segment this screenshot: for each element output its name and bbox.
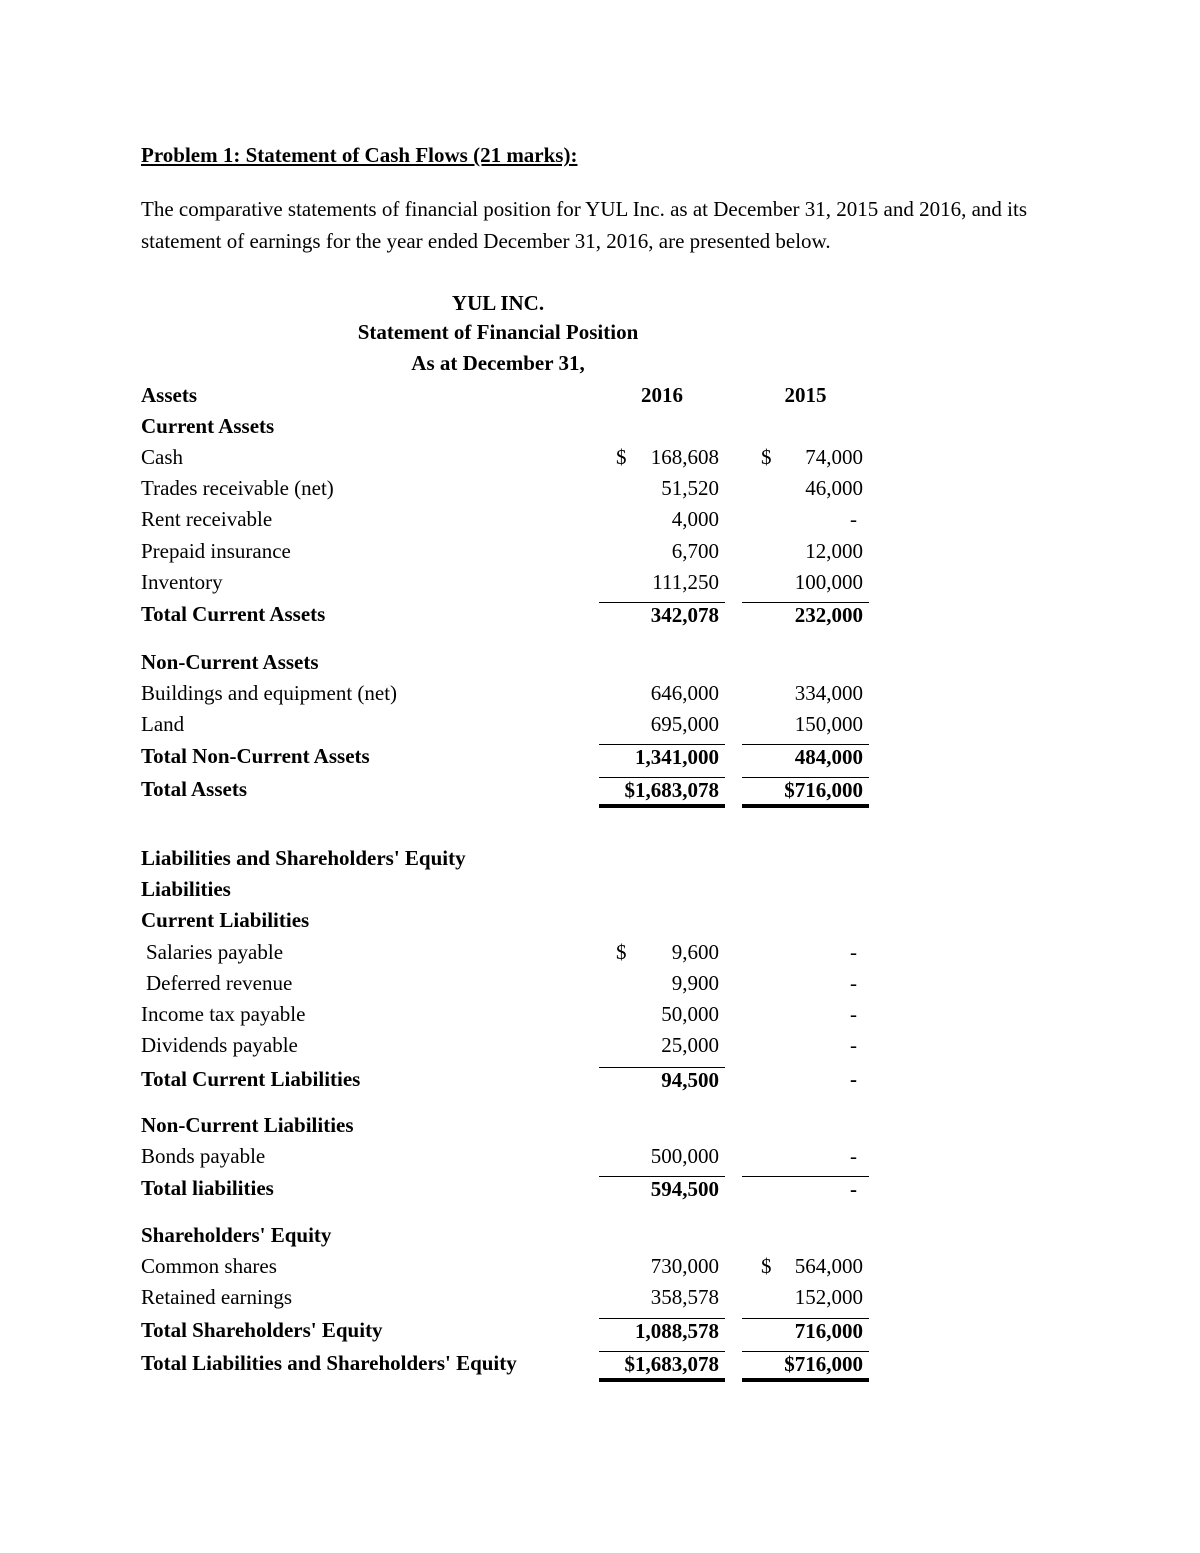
value-2016 [599,971,725,1002]
company-name: YUL INC. [451,291,545,315]
table-row [141,1067,871,1098]
row-label: Bonds payable [141,1144,266,1168]
row-label: Liabilities and Shareholders' Equity [141,846,466,870]
cell-value: 9,600 [671,940,719,964]
table-row [141,383,871,414]
value-2015 [742,1285,869,1316]
value-2016 [599,1176,725,1207]
value-2015 [742,1254,869,1285]
cell-value: 484,000 [794,745,863,769]
value-2015 [742,1002,869,1033]
cell-value: - [850,971,857,995]
row-label: Total liabilities [141,1176,274,1200]
table-row [141,908,871,939]
table-row [141,712,871,743]
row-label: Non-Current Liabilities [141,1113,354,1137]
table-row [141,1033,871,1064]
row-label: Salaries payable [146,940,284,964]
value-2015 [742,1067,869,1098]
cell-value: 6,700 [671,539,719,563]
cell-value: 168,608 [650,445,719,469]
cell-value: 1,088,578 [635,1319,719,1343]
cell-value: $1,683,078 [624,1352,719,1376]
cell-value: 358,578 [650,1285,719,1309]
cell-value: 100,000 [794,570,863,594]
cell-value: 94,500 [661,1068,719,1092]
table-row [141,1318,871,1349]
value-2015 [742,777,869,808]
value-2015 [742,712,869,743]
table-row [141,1351,871,1382]
problem-heading: Problem 1: Statement of Cash Flows (21 marks): [141,143,578,167]
cell-value: - [850,940,857,964]
table-row [141,846,871,877]
value-2016 [599,1144,725,1175]
column-header-2015 [742,383,869,414]
value-2015 [742,971,869,1002]
row-label: Total Assets [141,777,247,801]
cell-value: 4,000 [671,507,719,531]
intro-paragraph: The comparative statements of financial position for YUL Inc. as at December 31, 2015 and 2016, and its statement of earnings for the year ended December 31, 2016, are presented below. [141,197,1028,253]
row-label: Common shares [141,1254,277,1278]
cell-value: 594,500 [650,1177,719,1201]
value-2016 [599,539,725,570]
value-2016 [599,777,725,808]
row-label: Total Current Liabilities [141,1067,361,1091]
cell-value: 12,000 [805,539,863,563]
value-2015 [742,1144,869,1175]
value-2016 [599,1033,725,1064]
value-2015 [742,570,869,601]
table-row [141,940,871,971]
table-row [141,1176,871,1207]
value-2015 [742,940,869,971]
table-row [141,1113,871,1144]
value-2016 [599,1067,725,1098]
table-row [141,650,871,681]
cell-value: 2015 [784,383,827,407]
cell-value: 500,000 [650,1144,719,1168]
value-2016 [599,476,725,507]
cell-value: 730,000 [650,1254,719,1278]
row-label: Rent receivable [141,507,273,531]
cell-value: 716,000 [794,1319,863,1343]
cell-value: 232,000 [794,603,863,627]
cell-value: 46,000 [805,476,863,500]
value-2015 [742,602,869,633]
cell-value: - [850,1177,857,1201]
cell-value: 9,900 [671,971,719,995]
statement-title: Statement of Financial Position [357,320,639,344]
row-label: Cash [141,445,183,469]
cell-value: - [850,1067,857,1091]
table-row [141,570,871,601]
cell-value: $1,683,078 [624,778,719,802]
row-label: Buildings and equipment (net) [141,681,398,705]
cell-value: 111,250 [652,570,719,594]
table-row [141,777,871,808]
cell-value: $716,000 [784,1352,863,1376]
cell-value: 150,000 [794,712,863,736]
value-2015 [742,445,869,476]
row-label: Inventory [141,570,223,594]
table-row [141,1002,871,1033]
cell-value: - [850,1144,857,1168]
table-row [141,744,871,775]
value-2016 [599,681,725,712]
cell-value: 2016 [641,383,683,407]
row-label: Income tax payable [141,1002,306,1026]
cell-value: 342,078 [650,603,719,627]
value-2016 [599,1285,725,1316]
row-label: Non-Current Assets [141,650,319,674]
value-2016 [599,570,725,601]
table-row [141,445,871,476]
row-label: Total Non-Current Assets [141,744,370,768]
value-2015 [742,507,869,538]
row-label: Dividends payable [141,1033,298,1057]
cell-value: 695,000 [650,712,719,736]
value-2016 [599,1254,725,1285]
row-label: Total Liabilities and Shareholders' Equity [141,1351,517,1375]
value-2015 [742,681,869,712]
cell-value: 1,341,000 [635,745,719,769]
table-row [141,681,871,712]
value-2016 [599,1351,725,1382]
row-label: Current Assets [141,414,275,438]
cell-value: - [850,1002,857,1026]
value-2015 [742,744,869,775]
row-label: Assets [141,383,197,407]
value-2015 [742,539,869,570]
cell-value: 152,000 [794,1285,863,1309]
cell-value: - [850,1033,857,1057]
value-2016 [599,1318,725,1349]
currency-symbol: $ [616,940,627,964]
row-label: Total Shareholders' Equity [141,1318,383,1342]
table-row [141,414,871,445]
table-row [141,971,871,1002]
table-row [141,1285,871,1316]
table-row [141,1254,871,1285]
currency-symbol: $ [761,1254,772,1278]
currency-symbol: $ [761,445,772,469]
value-2016 [599,744,725,775]
value-2016 [599,1002,725,1033]
cell-value: 564,000 [794,1254,863,1278]
row-label: Current Liabilities [141,908,310,932]
cell-value: 50,000 [661,1002,719,1026]
value-2015 [742,1318,869,1349]
row-label: Deferred revenue [146,971,293,995]
row-label: Prepaid insurance [141,539,291,563]
value-2015 [742,476,869,507]
statement-date: As at December 31, [411,351,585,375]
value-2015 [742,1351,869,1382]
column-header-2016 [599,383,725,414]
value-2015 [742,1176,869,1207]
row-label: Land [141,712,185,736]
currency-symbol: $ [616,445,627,469]
row-label: Trades receivable (net) [141,476,334,500]
table-row [141,539,871,570]
cell-value: 74,000 [805,445,863,469]
value-2016 [599,712,725,743]
table-row [141,877,871,908]
table-row [141,1144,871,1175]
table-row [141,476,871,507]
cell-value: 334,000 [794,681,863,705]
value-2015 [742,1033,869,1064]
cell-value: 25,000 [661,1033,719,1057]
cell-value: 51,520 [661,476,719,500]
table-row [141,507,871,538]
cell-value: $716,000 [784,778,863,802]
value-2016 [599,507,725,538]
row-label: Retained earnings [141,1285,293,1309]
cell-value: - [850,507,857,531]
value-2016 [599,445,725,476]
row-label: Liabilities [141,877,231,901]
table-row [141,602,871,633]
row-label: Shareholders' Equity [141,1223,332,1247]
value-2016 [599,940,725,971]
table-row [141,1223,871,1254]
row-label: Total Current Assets [141,602,326,626]
cell-value: 646,000 [650,681,719,705]
value-2016 [599,602,725,633]
